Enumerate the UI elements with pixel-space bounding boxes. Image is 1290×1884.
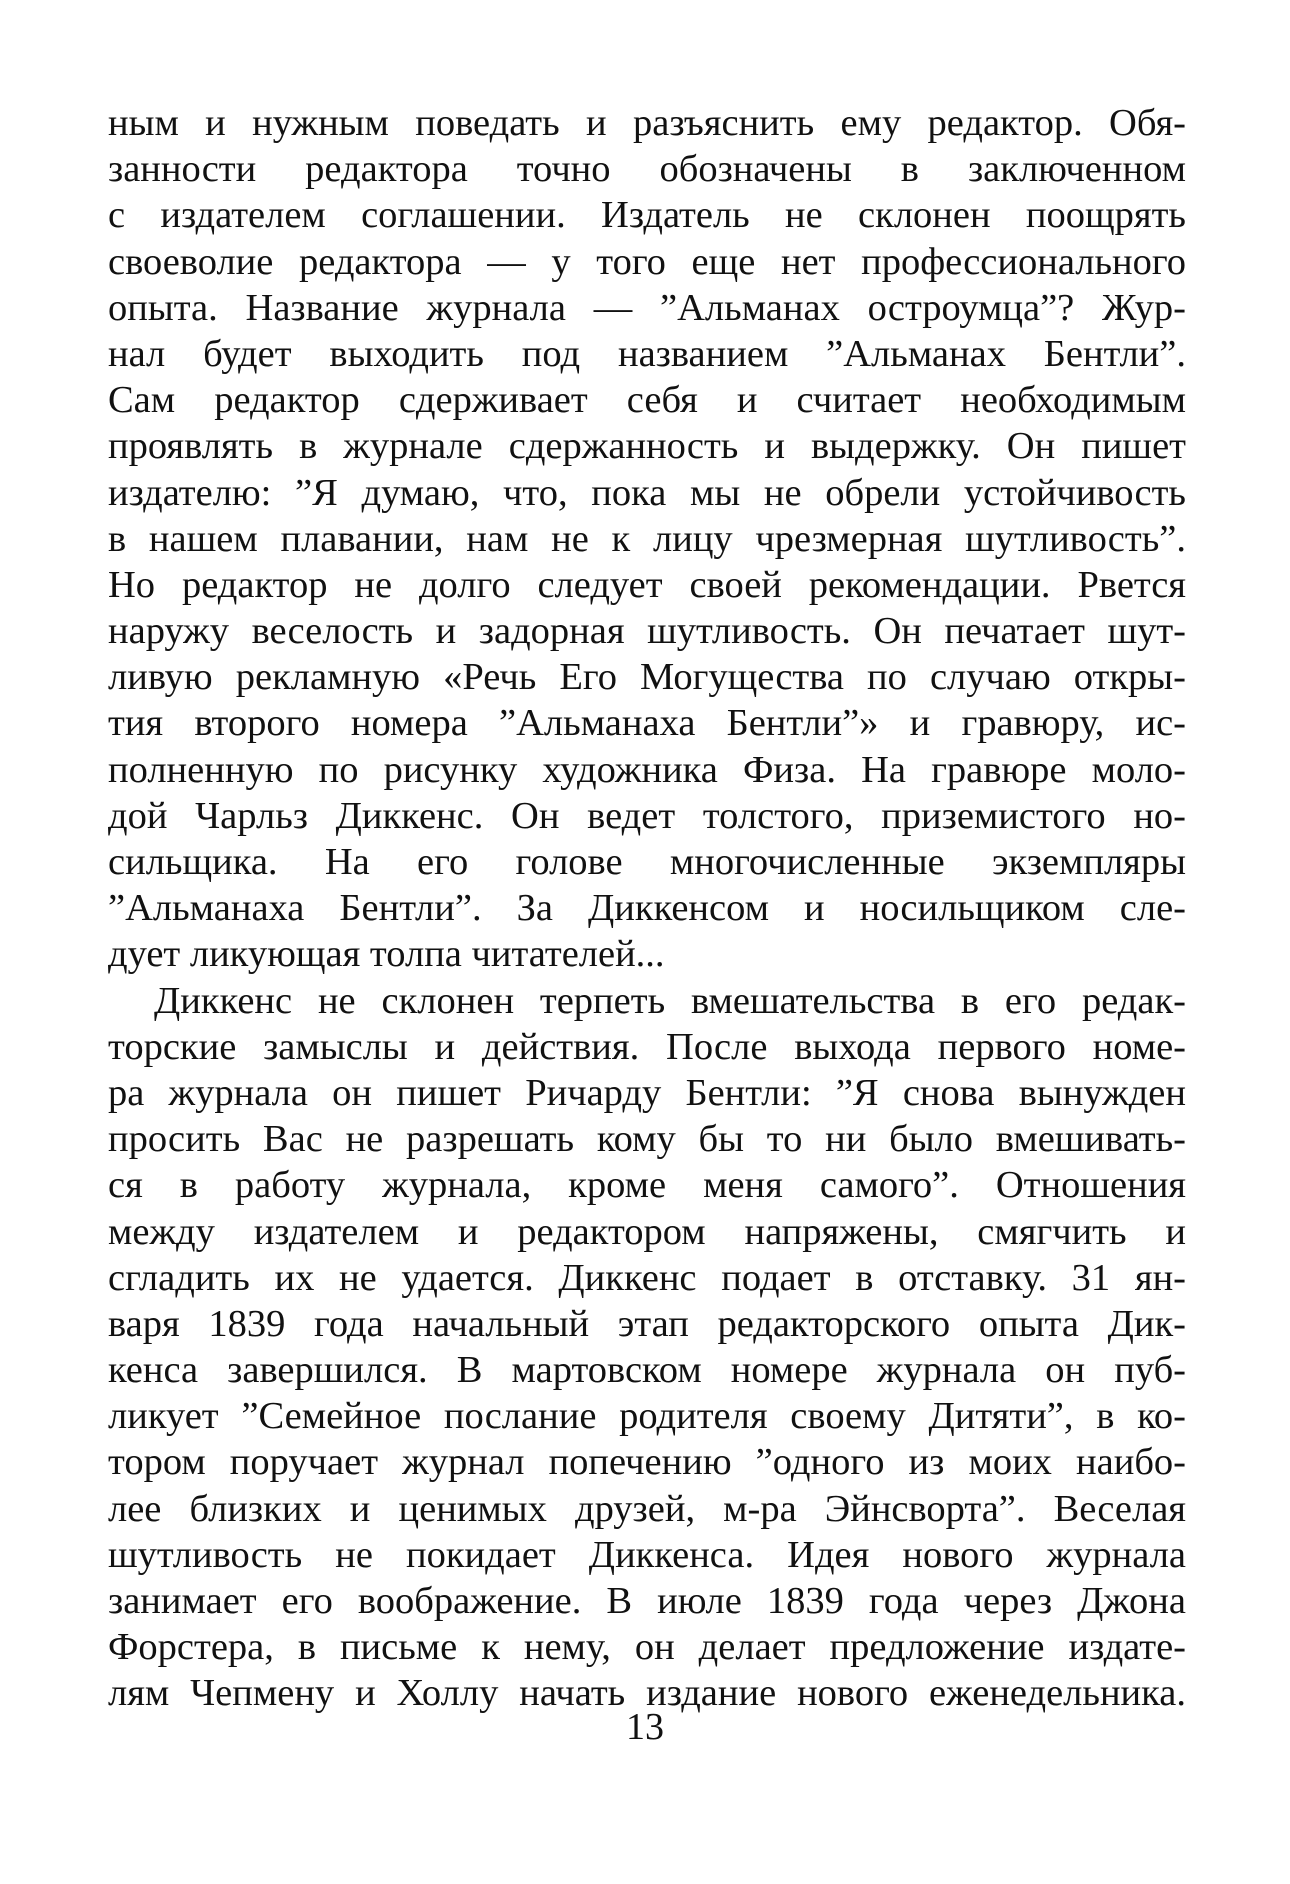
text-line: издателю: ”Я думаю, что, пока мы не обрели устойчивость: [108, 471, 1186, 514]
text-line: Сам редактор сдерживает себя и считает необходимым: [108, 379, 1186, 422]
text-line: торские замыслы и действия. После выхода первого номе-: [108, 1025, 1186, 1068]
text-line: дует ликующая толпа читателей...: [108, 933, 665, 976]
text-line: наружу веселость и задорная шутливость. Он печатает шут-: [108, 610, 1186, 653]
text-line: тором поручает журнал попечению ”одного из моих наибо-: [108, 1441, 1186, 1484]
text-line: лям Чепмену и Холлу начать издание нового еженедельника.: [108, 1672, 1186, 1715]
text-line: своеволие редактора — у того еще нет профессионального: [108, 240, 1186, 283]
text-line: кенса завершился. В мартовском номере журнала он пуб-: [108, 1349, 1186, 1392]
text-line: проявлять в журнале сдержанность и выдержку. Он пишет: [108, 425, 1186, 468]
text-line: ливую рекламную «Речь Его Могущества по случаю откры-: [108, 656, 1186, 699]
text-line: ным и нужным поведать и разъяснить ему редактор. Обя-: [108, 102, 1186, 144]
text-line: Но редактор не долго следует своей рекомендации. Рвется: [108, 563, 1186, 606]
text-line: опыта. Название журнала — ”Альманах остроумца”? Жур-: [108, 286, 1186, 329]
text-line: тия второго номера ”Альманаха Бентли”» и гравюру, ис-: [108, 702, 1186, 745]
text-line: дой Чарльз Диккенс. Он ведет толстого, приземистого но-: [108, 794, 1186, 837]
text-line: ликует ”Семейное послание родителя своему Дитяти”, в ко-: [108, 1395, 1186, 1438]
text-line: варя 1839 года начальный этап редакторского опыта Дик-: [108, 1302, 1186, 1345]
text-line: лее близких и ценимых друзей, м-ра Эйнсворта”. Веселая: [108, 1487, 1186, 1530]
text-line: занимает его воображение. В июле 1839 года через Джона: [108, 1580, 1186, 1622]
text-line: сгладить их не удается. Диккенс подает в отставку. 31 ян-: [108, 1256, 1186, 1299]
text-line: просить Вас не разрешать кому бы то ни было вмешивать-: [108, 1118, 1186, 1161]
text-line: полненную по рисунку художника Физа. На гравюре моло-: [108, 748, 1186, 791]
text-line: Форстера, в письме к нему, он делает предложение издате-: [108, 1626, 1186, 1669]
text-line: нал будет выходить под названием ”Альманах Бентли”.: [108, 332, 1186, 375]
body-text: [108, 100, 1186, 1717]
text-line: ”Альманаха Бентли”. За Диккенсом и носильщиком сле-: [108, 887, 1186, 930]
text-line: шутливость не покидает Диккенса. Идея нового журнала: [108, 1533, 1186, 1576]
text-line: между издателем и редактором напряжены, смягчить и: [108, 1210, 1186, 1253]
text-line: ся в работу журнала, кроме меня самого”. Отношения: [108, 1164, 1186, 1207]
text-line: в нашем плавании, нам не к лицу чрезмерная шутливость”.: [108, 517, 1186, 560]
page-number: 13: [626, 1706, 664, 1748]
text-line: ра журнала он пишет Ричарду Бентли: ”Я снова вынужден: [108, 1071, 1186, 1114]
text-line: занности редактора точно обозначены в заключенном: [108, 148, 1186, 191]
paragraph-start-line: Диккенс не склонен терпеть вмешательства в его редак-: [154, 979, 1186, 1022]
text-line: сильщика. На его голове многочисленные экземпляры: [108, 841, 1186, 883]
text-line: с издателем соглашении. Издатель не склонен поощрять: [108, 194, 1186, 237]
